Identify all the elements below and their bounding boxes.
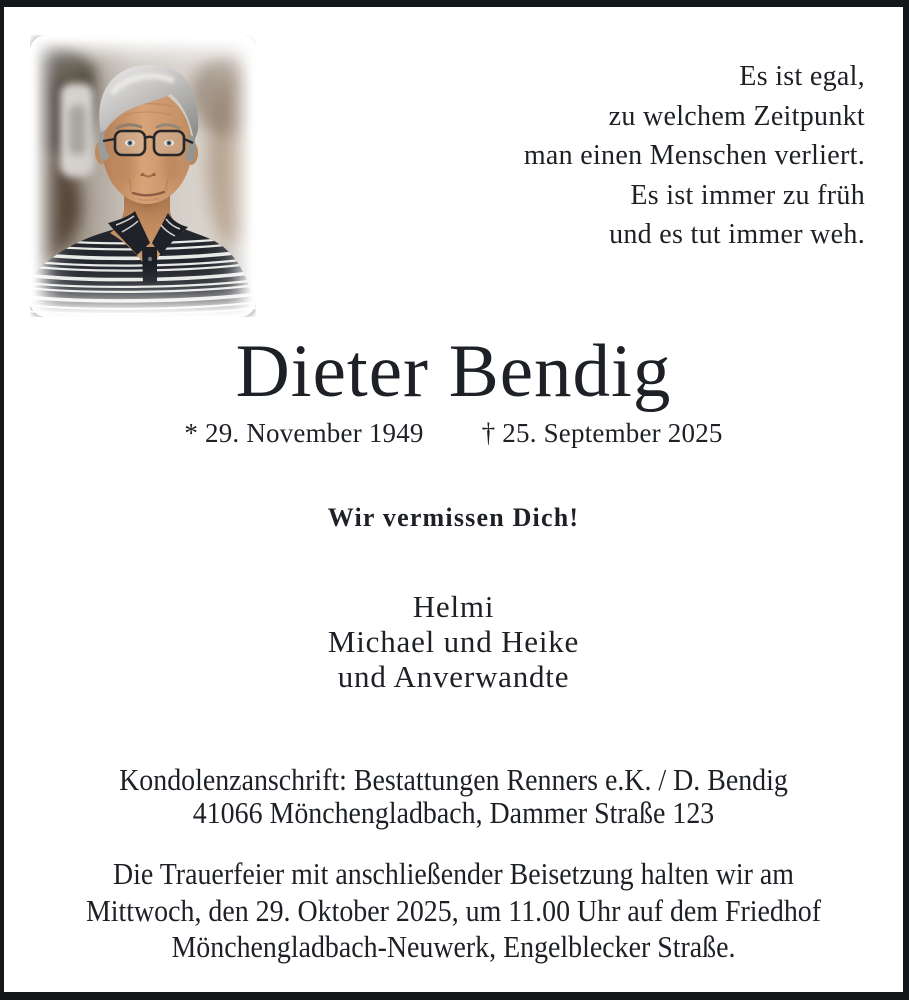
funeral-info-line: Die Trauerfeier mit anschließender Beisetzung halten wir am	[112, 856, 794, 891]
death-date: † 25. September 2025	[481, 418, 723, 448]
mourner-line: Michael und Heike	[327, 624, 580, 659]
funeral-info-line: Mönchengladbach-Neuwerk, Engelblecker Straße.	[171, 929, 736, 964]
deceased-name: Dieter Bendig	[235, 330, 672, 413]
quote-line: Es ist immer zu früh	[630, 179, 865, 211]
funeral-info	[49, 856, 858, 966]
quote-line: Es ist egal,	[739, 61, 865, 92]
condolence-address-line: Kondolenzanschrift: Bestattungen Renners e.K. / D. Bendig	[119, 762, 788, 797]
birth-date: * 29. November 1949	[184, 418, 424, 448]
memorial-quote	[524, 57, 865, 255]
mourner-line: Helmi	[412, 589, 495, 624]
portrait-illustration	[30, 35, 256, 317]
funeral-info-line: Mittwoch, den 29. Oktober 2025, um 11.00 Uhr auf dem Friedhof	[85, 892, 822, 928]
mourner-line: und Anverwandte	[337, 659, 570, 694]
condolence-address	[49, 763, 858, 829]
quote-line: und es tut immer weh.	[609, 219, 865, 250]
life-dates	[4, 418, 903, 449]
quote-line: zu welchem Zeitpunkt	[608, 100, 865, 132]
farewell-message: Wir vermissen Dich!	[327, 503, 580, 532]
portrait-photo	[30, 35, 256, 317]
quote-line: man einen Menschen verliert.	[523, 140, 865, 171]
mourners-list	[4, 589, 903, 694]
condolence-address-line: 41066 Mönchengladbach, Dammer Straße 123	[192, 795, 715, 830]
